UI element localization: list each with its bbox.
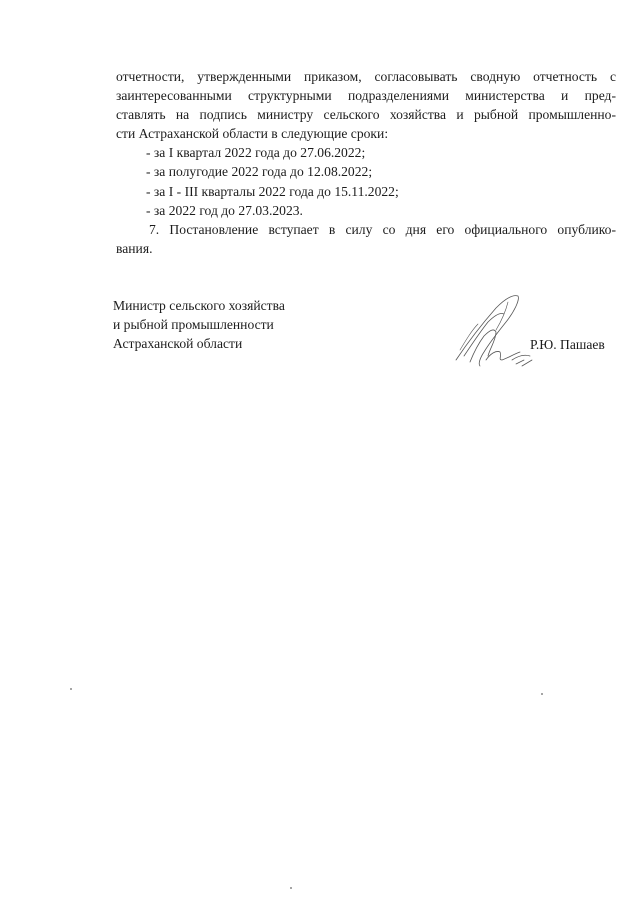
signatory-title-line: и рыбной промышленности [113, 317, 274, 332]
deadline-item: - за 2022 год до 27.03.2023. [146, 202, 303, 218]
scan-speck [541, 693, 543, 695]
scan-speck [290, 887, 292, 889]
paragraph-line: сти Астраханской области в следующие сроки: [116, 126, 389, 142]
paragraph-line: ставлять на подпись министру сельского хозяйства и рыбной промышленно- [116, 107, 616, 123]
clause-7-line: 7. Постановление вступает в силу со дня его официального опублико- [149, 221, 616, 237]
deadline-item: - за I - III кварталы 2022 года до 15.11.2022; [146, 183, 399, 199]
handwritten-signature [450, 290, 540, 370]
clause-7-line: вания. [116, 240, 153, 256]
signatory-title-line: Министр сельского хозяйства [113, 298, 285, 313]
deadline-item: - за полугодие 2022 года до 12.08.2022; [146, 164, 373, 180]
document-body [116, 67, 616, 258]
paragraph-line: заинтересованными структурными подразделениями министерства и пред- [116, 88, 616, 104]
paragraph-line: отчетности, утвержденными приказом, согласовывать сводную отчетность с [116, 69, 616, 84]
signatory-name: Р.Ю. Пашаев [530, 337, 605, 352]
deadline-item: - за I квартал 2022 года до 27.06.2022; [146, 145, 366, 161]
scan-speck [70, 688, 72, 690]
signatory-title-line: Астраханской области [113, 336, 243, 351]
signatory-title [113, 296, 285, 353]
